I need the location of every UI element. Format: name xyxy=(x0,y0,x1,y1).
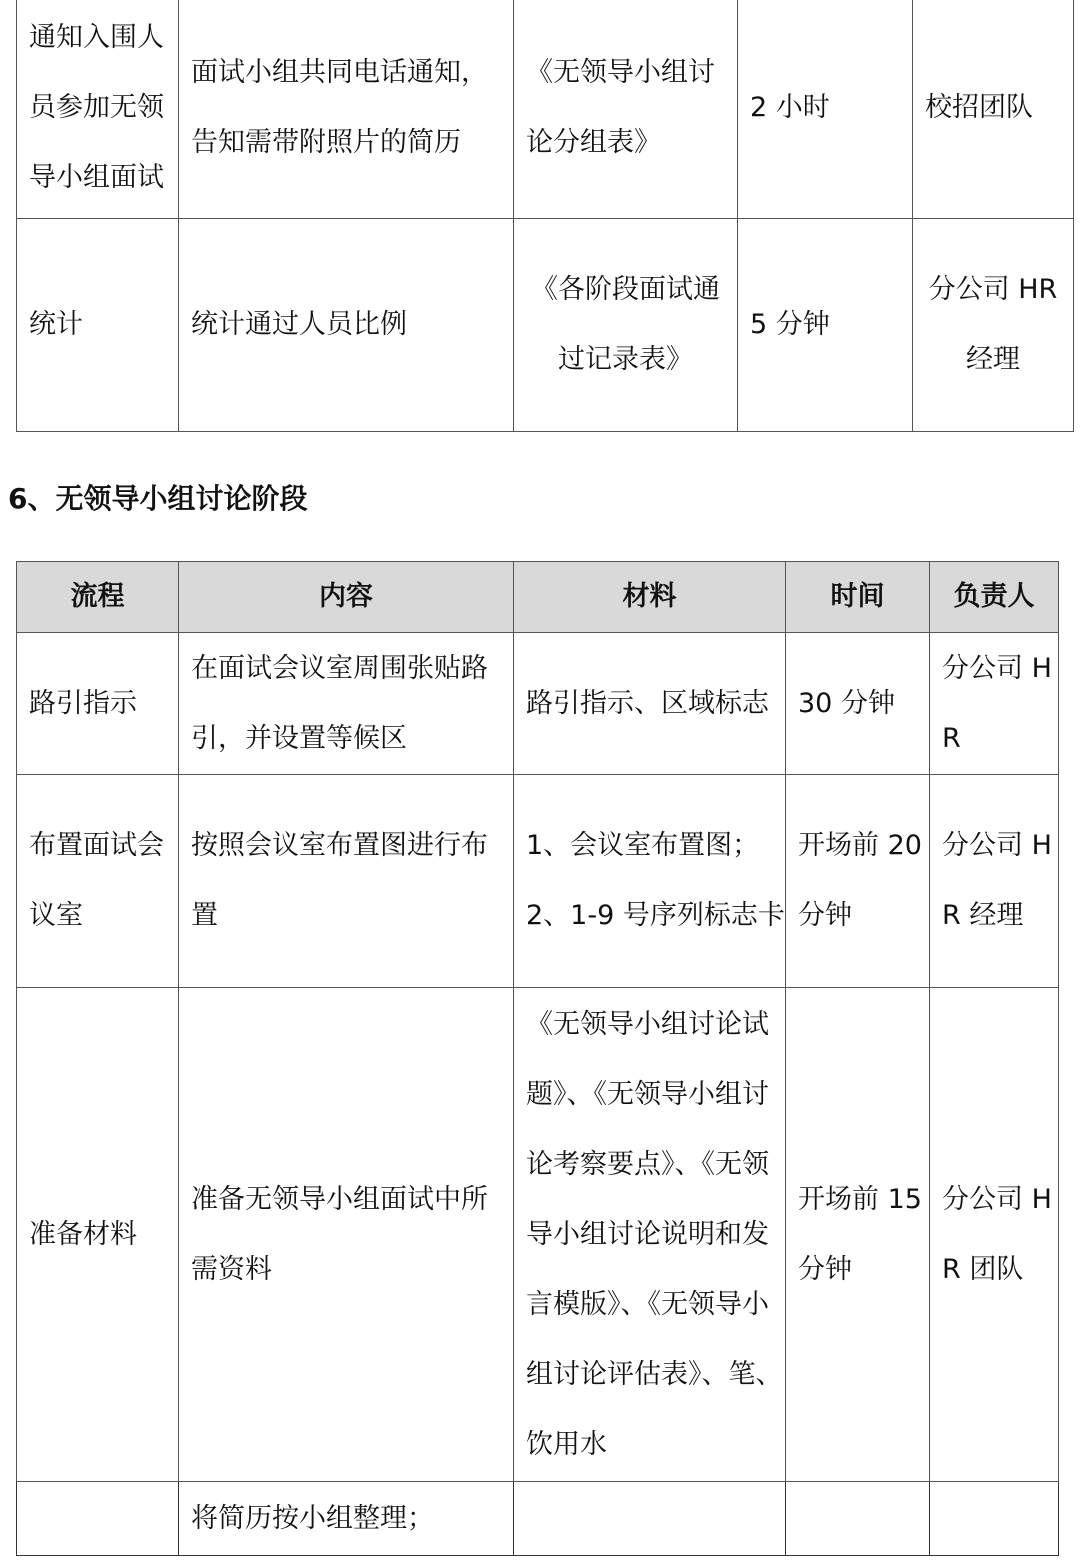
header-step: 流程 xyxy=(17,562,179,633)
cell-owner: 分公司 HR 团队 xyxy=(930,988,1059,1482)
cell-content: 统计通过人员比例 xyxy=(179,219,514,432)
section-heading: 6、无领导小组讨论阶段 xyxy=(8,482,308,515)
cell-material: 《无领导小组讨论分组表》 xyxy=(514,0,738,219)
table-header-row xyxy=(17,562,1059,633)
cell-material: 1、会议室布置图；2、1-9 号序列标志卡 xyxy=(514,775,786,988)
cell-time xyxy=(786,1482,930,1556)
cell-material: 《各阶段面试通过记录表》 xyxy=(514,219,738,432)
cell-owner: 分公司 HR 经理 xyxy=(930,775,1059,988)
cell-step: 通知入围人员参加无领导小组面试 xyxy=(17,0,179,219)
table-row xyxy=(17,0,1074,219)
cell-step: 统计 xyxy=(17,219,179,432)
cell-owner: 校招团队 xyxy=(913,0,1074,219)
table-group-discussion xyxy=(16,561,1059,1556)
cell-material: 路引指示、区域标志 xyxy=(514,633,786,775)
cell-time: 2 小时 xyxy=(738,0,913,219)
cell-content: 准备无领导小组面试中所需资料 xyxy=(179,988,514,1482)
cell-step: 准备材料 xyxy=(17,988,179,1482)
table-prev-stage xyxy=(16,0,1074,432)
cell-content: 将简历按小组整理； xyxy=(179,1482,514,1556)
cell-time: 开场前 20 分钟 xyxy=(786,775,930,988)
table-row xyxy=(17,633,1059,775)
cell-time: 5 分钟 xyxy=(738,219,913,432)
cell-step: 路引指示 xyxy=(17,633,179,775)
header-time: 时间 xyxy=(786,562,930,633)
table-row xyxy=(17,988,1059,1482)
cell-time: 30 分钟 xyxy=(786,633,930,775)
header-content: 内容 xyxy=(179,562,514,633)
table-row xyxy=(17,219,1074,432)
cell-owner: 分公司 HR 经理 xyxy=(913,219,1074,432)
cell-step: 布置面试会议室 xyxy=(17,775,179,988)
cell-step xyxy=(17,1482,179,1556)
cell-time: 开场前 15 分钟 xyxy=(786,988,930,1482)
table-row xyxy=(17,1482,1059,1556)
cell-owner: 分公司 HR xyxy=(930,633,1059,775)
header-material: 材料 xyxy=(514,562,786,633)
cell-owner xyxy=(930,1482,1059,1556)
header-owner: 负责人 xyxy=(930,562,1059,633)
cell-material: 《无领导小组讨论试题》、《无领导小组讨论考察要点》、《无领导小组讨论说明和发言模版》、《无领导小组讨论评估表》、笔、饮用水 xyxy=(514,988,786,1482)
cell-content: 按照会议室布置图进行布置 xyxy=(179,775,514,988)
table-row xyxy=(17,775,1059,988)
cell-material xyxy=(514,1482,786,1556)
cell-content: 面试小组共同电话通知，告知需带附照片的简历 xyxy=(179,0,514,219)
cell-content: 在面试会议室周围张贴路引，并设置等候区 xyxy=(179,633,514,775)
